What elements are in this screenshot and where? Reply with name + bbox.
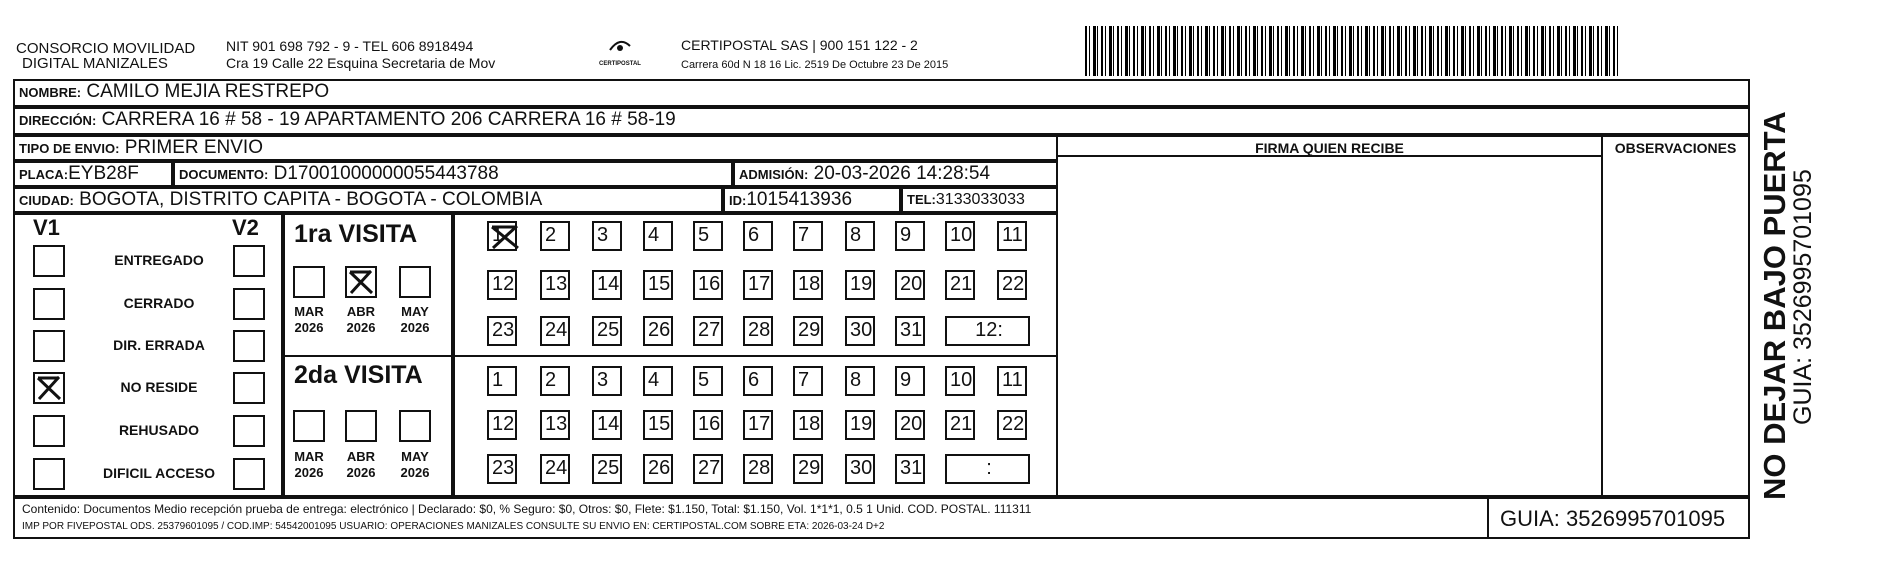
day-box[interactable] xyxy=(693,410,723,440)
day-number: 9 xyxy=(900,369,912,391)
day-number: 13 xyxy=(545,273,568,295)
day-box[interactable] xyxy=(487,366,517,396)
status-v2-checkbox[interactable] xyxy=(233,245,265,277)
company-name-line1: CONSORCIO MOVILIDAD xyxy=(16,40,196,57)
status-v2-checkbox[interactable] xyxy=(233,415,265,447)
day-number: 4 xyxy=(648,369,660,391)
month-label: MAR xyxy=(294,449,324,464)
day-box[interactable] xyxy=(693,454,723,484)
tipo-label: TIPO DE ENVIO: xyxy=(19,141,120,156)
footer-guia: GUIA: 3526995701095 xyxy=(1500,506,1726,531)
day-number: 16 xyxy=(698,273,721,295)
day-number: 8 xyxy=(850,369,862,391)
day-number: 30 xyxy=(850,457,873,479)
day-box[interactable] xyxy=(895,316,925,346)
day-box[interactable] xyxy=(643,270,673,300)
day-number: 28 xyxy=(748,319,771,341)
day-box[interactable] xyxy=(592,454,622,484)
day-box[interactable] xyxy=(845,316,875,346)
direccion-value: CARRERA 16 # 58 - 19 APARTAMENTO 206 CARRERA 16 # 58-19 xyxy=(101,109,676,130)
month-label: MAR xyxy=(294,304,324,319)
day-box[interactable] xyxy=(487,270,517,300)
status-label: DIFICIL ACCESO xyxy=(102,465,215,481)
day-number: 21 xyxy=(950,413,973,435)
placa-value: EYB28F xyxy=(68,163,139,184)
admision-cell xyxy=(733,161,1058,187)
day-number: 29 xyxy=(798,319,821,341)
day-number: 2 xyxy=(545,369,557,391)
status-v1-checkbox[interactable] xyxy=(33,330,65,362)
day-box[interactable] xyxy=(592,366,622,396)
day-box[interactable] xyxy=(693,221,723,251)
tel-value: 3133033033 xyxy=(935,191,1025,208)
day-box[interactable] xyxy=(540,366,570,396)
time-box[interactable]: 12: xyxy=(945,316,1030,346)
day-number: 5 xyxy=(698,224,710,246)
firma-header-divider xyxy=(1056,155,1603,157)
day-box[interactable] xyxy=(997,366,1027,396)
day-number: 9 xyxy=(900,224,912,246)
day-number: 24 xyxy=(545,319,568,341)
day-number: 7 xyxy=(798,224,810,246)
day-number: 10 xyxy=(950,369,973,391)
day-number: 15 xyxy=(648,273,671,295)
firma-header: FIRMA QUIEN RECIBE xyxy=(1255,140,1404,156)
day-box[interactable] xyxy=(487,454,517,484)
day-box[interactable] xyxy=(540,270,570,300)
day-number: 11 xyxy=(1002,369,1023,391)
status-v2-checkbox[interactable] xyxy=(233,288,265,320)
tipo-row xyxy=(13,135,1058,161)
month-checkbox[interactable] xyxy=(293,266,325,298)
courier-name: CERTIPOSTAL SAS | 900 151 122 - 2 xyxy=(681,37,918,53)
day-box[interactable] xyxy=(793,270,823,300)
month-checkbox[interactable] xyxy=(345,266,377,298)
day-number: 12 xyxy=(492,273,515,295)
month-label: MAY xyxy=(401,449,429,464)
day-box[interactable] xyxy=(793,366,823,396)
nombre-label: NOMBRE: xyxy=(19,85,82,100)
day-box[interactable] xyxy=(845,221,875,251)
day-box[interactable] xyxy=(743,316,773,346)
id-cell xyxy=(723,187,901,213)
day-number: 16 xyxy=(698,413,721,435)
day-number: 1 xyxy=(492,224,504,246)
day-number: 6 xyxy=(748,369,760,391)
v1-label: V1 xyxy=(33,215,60,240)
firma-column xyxy=(1056,135,1603,497)
day-box[interactable] xyxy=(592,316,622,346)
day-number: 22 xyxy=(1002,273,1025,295)
day-number: 18 xyxy=(798,413,821,435)
day-number: 17 xyxy=(748,273,771,295)
side-guia: GUIA: 3526995701095 xyxy=(1789,169,1817,425)
month-checkbox[interactable] xyxy=(293,410,325,442)
day-box[interactable] xyxy=(643,221,673,251)
company-address: Cra 19 Calle 22 Esquina Secretaria de Mov xyxy=(226,55,496,71)
day-number: 30 xyxy=(850,319,873,341)
placa-label: PLACA: xyxy=(19,167,69,182)
status-label: ENTREGADO xyxy=(114,252,204,268)
day-number: 8 xyxy=(850,224,862,246)
day-box[interactable] xyxy=(743,270,773,300)
day-number: 31 xyxy=(900,319,923,341)
day-box[interactable] xyxy=(540,221,570,251)
status-label: NO RESIDE xyxy=(120,379,198,395)
day-box[interactable] xyxy=(592,270,622,300)
check-mark-icon xyxy=(35,374,63,402)
day-box[interactable] xyxy=(643,366,673,396)
documento-value: D17001000000055443788 xyxy=(273,163,499,184)
month-year: 2026 xyxy=(346,320,376,335)
company-name-line2: DIGITAL MANIZALES xyxy=(22,55,168,72)
day-number: 25 xyxy=(597,319,620,341)
day-box[interactable] xyxy=(895,270,925,300)
day-number: 19 xyxy=(850,273,873,295)
day-box[interactable] xyxy=(845,366,875,396)
month-label: ABR xyxy=(346,304,376,319)
day-number: 25 xyxy=(597,457,620,479)
day-box[interactable] xyxy=(540,316,570,346)
month-label: ABR xyxy=(346,449,376,464)
day-box[interactable] xyxy=(743,221,773,251)
footer-imp: IMP POR FIVEPOSTAL ODS. 25379601095 / COD.IMP: 54542001095 USUARIO: OPERACIONES MANIZALES CONSULTE SU ENVIO EN: CERTIPOSTAL.COM SOBRE ETA: 2026-03-24 D+2 xyxy=(22,521,885,532)
day-box[interactable] xyxy=(895,221,925,251)
check-mark-icon xyxy=(347,268,375,296)
courier-address: Carrera 60d N 18 16 Lic. 2519 De Octubre 23 De 2015 xyxy=(681,59,949,71)
day-box[interactable] xyxy=(997,221,1027,251)
day-box[interactable] xyxy=(487,410,517,440)
day-number: 21 xyxy=(950,273,973,295)
day-number: 3 xyxy=(597,224,609,246)
month-checkbox[interactable] xyxy=(345,410,377,442)
day-number: 12 xyxy=(492,413,515,435)
courier-logo-icon xyxy=(600,36,640,56)
documento-label: DOCUMENTO: xyxy=(179,167,269,182)
company-nit: NIT 901 698 792 - 9 - TEL 606 8918494 xyxy=(226,38,474,54)
day-box[interactable] xyxy=(997,410,1027,440)
month-year: 2026 xyxy=(400,465,430,480)
observaciones-column xyxy=(1601,135,1750,497)
day-box[interactable] xyxy=(945,410,975,440)
day-box[interactable] xyxy=(693,270,723,300)
month-year: 2026 xyxy=(346,465,376,480)
day-box[interactable] xyxy=(743,366,773,396)
status-v2-checkbox[interactable] xyxy=(233,330,265,362)
status-v1-checkbox[interactable] xyxy=(33,245,65,277)
day-box[interactable] xyxy=(793,454,823,484)
day-number: 27 xyxy=(698,319,721,341)
day-box[interactable] xyxy=(540,410,570,440)
day-box[interactable] xyxy=(945,366,975,396)
day-box[interactable] xyxy=(845,454,875,484)
tel-cell xyxy=(901,187,1058,213)
ciudad-value: BOGOTA, DISTRITO CAPITA - BOGOTA - COLOMBIA xyxy=(79,189,543,210)
day-number: 20 xyxy=(900,413,923,435)
day-box[interactable] xyxy=(693,366,723,396)
day-box[interactable] xyxy=(592,221,622,251)
day-number: 23 xyxy=(492,457,515,479)
day-box[interactable] xyxy=(487,221,517,251)
documento-cell xyxy=(173,161,733,187)
day-number: 17 xyxy=(748,413,771,435)
day-box[interactable] xyxy=(487,316,517,346)
day-number: 14 xyxy=(597,413,620,435)
day-number: 3 xyxy=(597,369,609,391)
day-number: 11 xyxy=(1002,224,1023,246)
day-number: 2 xyxy=(545,224,557,246)
day-box[interactable] xyxy=(997,270,1027,300)
day-number: 26 xyxy=(648,457,671,479)
barcode xyxy=(1085,26,1620,76)
nombre-value: CAMILO MEJIA RESTREPO xyxy=(86,81,330,102)
day-number: 7 xyxy=(798,369,810,391)
month-year: 2026 xyxy=(294,320,324,335)
day-number: 5 xyxy=(698,369,710,391)
day-box[interactable] xyxy=(793,410,823,440)
placa-cell xyxy=(13,161,173,187)
ciudad-cell xyxy=(13,187,723,213)
observaciones-header: OBSERVACIONES xyxy=(1614,140,1737,156)
nombre-row xyxy=(13,79,1750,107)
day-number: 29 xyxy=(798,457,821,479)
day-number: 14 xyxy=(597,273,620,295)
time-box[interactable]: : xyxy=(945,454,1030,484)
day-box[interactable] xyxy=(793,316,823,346)
footer-contenido: Contenido: Documentos Medio recepción prueba de entrega: electrónico | Declarado: $0, % Seguro: $0, Otros: $0, Flete: $1.150, Total: $1.150, Vol. 1*1*1, 0.5 1 Unid. COD. POSTAL. 111311 xyxy=(22,502,1032,516)
day-number: 23 xyxy=(492,319,515,341)
day-box[interactable] xyxy=(643,316,673,346)
visit1-title: 1ra VISITA xyxy=(294,220,418,248)
id-value: 1015413936 xyxy=(746,189,853,210)
admision-value: 20-03-2026 14:28:54 xyxy=(813,163,991,184)
day-box[interactable] xyxy=(945,270,975,300)
admision-label: ADMISIÓN: xyxy=(739,167,809,182)
direccion-label: DIRECCIÓN: xyxy=(19,113,97,128)
month-label: MAY xyxy=(401,304,429,319)
day-box[interactable] xyxy=(743,454,773,484)
tipo-value: PRIMER ENVIO xyxy=(124,137,263,158)
day-box[interactable] xyxy=(845,270,875,300)
status-v1-checkbox[interactable] xyxy=(33,415,65,447)
day-box[interactable] xyxy=(643,410,673,440)
direccion-row xyxy=(13,107,1750,135)
status-label: CERRADO xyxy=(123,295,195,311)
day-box[interactable] xyxy=(945,221,975,251)
day-number: 13 xyxy=(545,413,568,435)
courier-logo xyxy=(595,36,645,67)
month-year: 2026 xyxy=(400,320,430,335)
status-label: DIR. ERRADA xyxy=(113,337,205,353)
day-number: 4 xyxy=(648,224,660,246)
month-year: 2026 xyxy=(294,465,324,480)
status-v1-checkbox[interactable] xyxy=(33,288,65,320)
status-v2-checkbox[interactable] xyxy=(233,458,265,490)
day-number: 6 xyxy=(748,224,760,246)
day-number: 1 xyxy=(492,369,504,391)
day-number: 19 xyxy=(850,413,873,435)
status-v1-checkbox[interactable] xyxy=(33,458,65,490)
day-box[interactable] xyxy=(895,410,925,440)
day-box[interactable] xyxy=(793,221,823,251)
visit2-title: 2da VISITA xyxy=(294,361,423,389)
day-number: 31 xyxy=(900,457,923,479)
day-box[interactable] xyxy=(743,410,773,440)
day-box[interactable] xyxy=(693,316,723,346)
day-number: 15 xyxy=(648,413,671,435)
ciudad-label: CIUDAD: xyxy=(19,193,74,208)
month-checkbox[interactable] xyxy=(399,410,431,442)
month-checkbox[interactable] xyxy=(399,266,431,298)
tel-label: TEL: xyxy=(907,192,936,207)
day-number: 28 xyxy=(748,457,771,479)
day-box[interactable] xyxy=(895,454,925,484)
day-number: 18 xyxy=(798,273,821,295)
day-number: 20 xyxy=(900,273,923,295)
day-number: 10 xyxy=(950,224,973,246)
day-box[interactable] xyxy=(540,454,570,484)
status-v1-checkbox[interactable] xyxy=(33,372,65,404)
status-label: REHUSADO xyxy=(118,422,200,438)
day-box[interactable] xyxy=(592,410,622,440)
day-box[interactable] xyxy=(895,366,925,396)
day-number: 24 xyxy=(545,457,568,479)
status-v2-checkbox[interactable] xyxy=(233,372,265,404)
day-box[interactable] xyxy=(643,454,673,484)
courier-logo-text: CERTIPOSTAL xyxy=(599,61,641,67)
day-number: 22 xyxy=(1002,413,1025,435)
side-no-dejar: NO DEJAR BAJO PUERTA xyxy=(1757,111,1792,500)
day-box[interactable] xyxy=(845,410,875,440)
id-label: ID: xyxy=(729,193,747,208)
day-number: 26 xyxy=(648,319,671,341)
day-number: 27 xyxy=(698,457,721,479)
v2-label: V2 xyxy=(232,215,259,240)
